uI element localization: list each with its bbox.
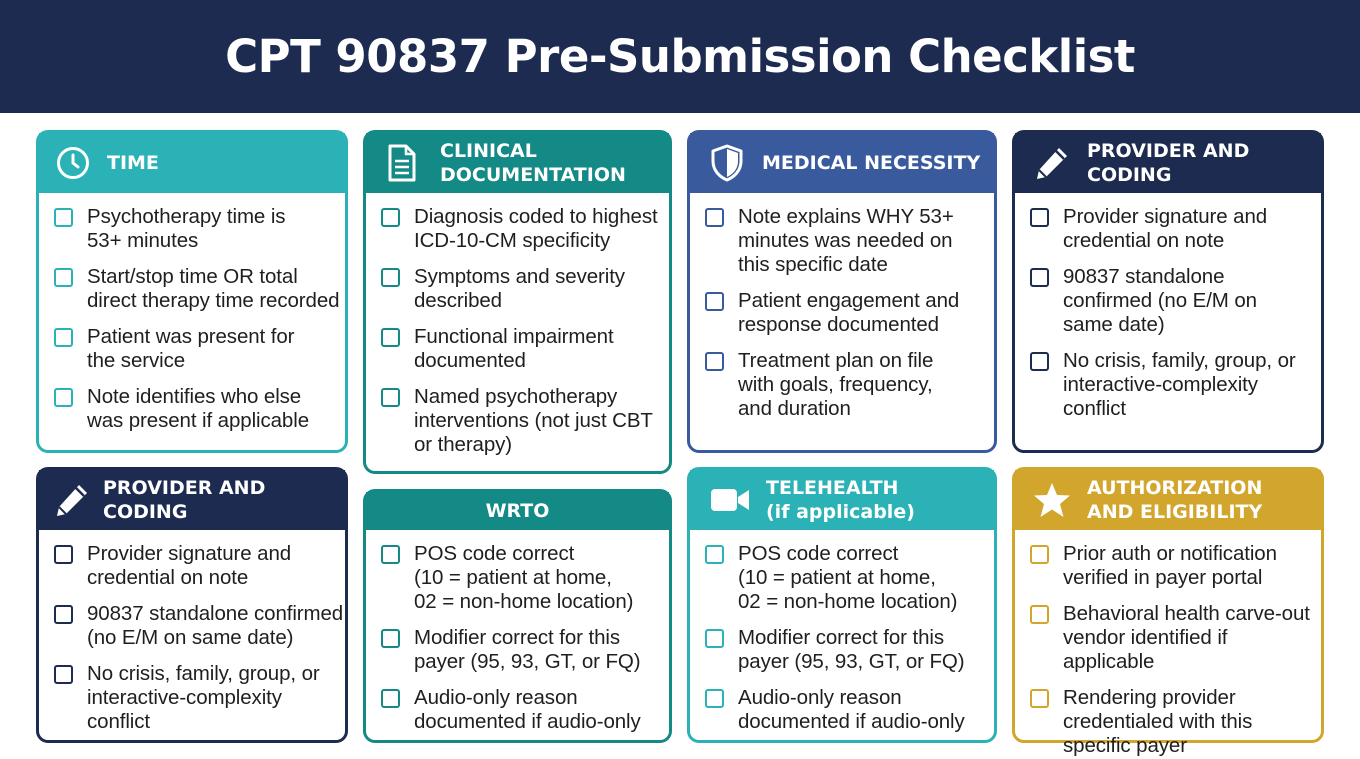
checklist-item[interactable] <box>1030 542 1321 590</box>
item-text: Note identifies who else was present if applicable <box>87 385 309 432</box>
item-text: Symptoms and severity described <box>414 265 625 312</box>
checkbox[interactable] <box>54 665 73 684</box>
checkbox[interactable] <box>381 208 400 227</box>
item-text: 90837 standalone confirmed (no E/M on same date) <box>1063 265 1257 336</box>
checkbox[interactable] <box>1030 605 1049 624</box>
card-header <box>690 470 994 530</box>
item-text: Psychotherapy time is 53+ minutes <box>87 205 286 252</box>
card-title: WRTO <box>485 500 550 522</box>
checklist-item[interactable] <box>1030 205 1321 253</box>
card-provider-and-coding-bottom <box>36 467 348 743</box>
checkbox[interactable] <box>381 689 400 708</box>
item-text: Modifier correct for this payer (95, 93, GT, or FQ) <box>738 626 965 673</box>
checklist-item[interactable] <box>54 542 345 590</box>
item-text: Patient engagement and response documented <box>738 289 960 336</box>
item-text: Treatment plan on file with goals, frequency, and duration <box>738 349 934 420</box>
checklist-item[interactable] <box>54 265 345 313</box>
card-medical-necessity <box>687 130 997 453</box>
card-wrto <box>363 489 672 743</box>
document-icon <box>386 144 418 182</box>
card-title: AUTHORIZATION AND ELIGIBILITY <box>1087 477 1263 523</box>
pencil-icon <box>53 481 91 519</box>
page-header <box>0 0 1360 113</box>
item-text: Modifier correct for this payer (95, 93, GT, or FQ) <box>414 626 641 673</box>
card-clinical-documentation <box>363 130 672 474</box>
checkbox[interactable] <box>54 268 73 287</box>
checkbox[interactable] <box>381 388 400 407</box>
card-time <box>36 130 348 453</box>
checklist-item[interactable] <box>705 289 994 337</box>
checkbox[interactable] <box>1030 545 1049 564</box>
checklist-item[interactable] <box>1030 349 1321 421</box>
checklist-item[interactable] <box>1030 265 1321 337</box>
card-header <box>690 133 994 193</box>
checkbox[interactable] <box>1030 208 1049 227</box>
item-text: POS code correct (10 = patient at home, 02 = non-home location) <box>414 542 634 613</box>
item-text: Functional impairment documented <box>414 325 614 372</box>
item-text: No crisis, family, group, or interactive-complexity conflict <box>87 662 320 733</box>
checkbox[interactable] <box>54 328 73 347</box>
checklist-item[interactable] <box>381 205 669 253</box>
checkbox[interactable] <box>1030 689 1049 708</box>
card-header <box>366 133 669 193</box>
card-title: PROVIDER AND CODING <box>103 477 266 523</box>
card-authorization-and-eligibility <box>1012 467 1324 757</box>
item-text: Audio-only reason documented if audio-only <box>738 686 965 733</box>
card-header <box>39 133 345 193</box>
page-title: CPT 90837 Pre-Submission Checklist <box>225 30 1135 83</box>
card-header <box>366 492 669 530</box>
checklist-item[interactable] <box>54 602 345 650</box>
checkbox[interactable] <box>1030 268 1049 287</box>
card-title: PROVIDER AND CODING <box>1087 140 1250 186</box>
item-text: Prior auth or notification verified in payer portal <box>1063 542 1277 589</box>
checkbox[interactable] <box>381 545 400 564</box>
card-title: TELEHEALTH (if applicable) <box>766 477 915 523</box>
item-text: Provider signature and credential on note <box>87 542 292 589</box>
checklist-item[interactable] <box>705 349 994 421</box>
item-text: Rendering provider credentialed with this specific payer <box>1063 686 1253 757</box>
video-camera-icon <box>710 486 750 514</box>
checkbox[interactable] <box>705 208 724 227</box>
item-text: Diagnosis coded to highest ICD-10-CM specificity <box>414 205 658 252</box>
pencil-icon <box>1033 144 1071 182</box>
card-telehealth <box>687 467 997 743</box>
checklist-item[interactable] <box>54 325 345 373</box>
checklist-item[interactable] <box>381 265 669 313</box>
checkbox[interactable] <box>1030 352 1049 371</box>
card-title: MEDICAL NECESSITY <box>762 152 981 174</box>
checkbox[interactable] <box>705 629 724 648</box>
checklist-item[interactable] <box>54 385 345 433</box>
checkbox[interactable] <box>705 689 724 708</box>
card-header <box>1015 133 1321 193</box>
checkbox[interactable] <box>381 328 400 347</box>
checkbox[interactable] <box>54 545 73 564</box>
card-header <box>39 470 345 530</box>
checkbox[interactable] <box>54 208 73 227</box>
checklist-item[interactable] <box>1030 686 1321 758</box>
checkbox[interactable] <box>54 388 73 407</box>
card-title: CLINICAL DOCUMENTATION <box>440 140 626 186</box>
checklist-item[interactable] <box>381 686 669 734</box>
checklist-item[interactable] <box>381 385 669 457</box>
clock-icon <box>55 146 91 180</box>
checkbox[interactable] <box>705 352 724 371</box>
item-text: Behavioral health carve-out vendor identified if applicable <box>1063 602 1310 673</box>
item-text: Patient was present for the service <box>87 325 295 372</box>
checklist-item[interactable] <box>381 542 669 614</box>
checklist-item[interactable] <box>705 205 994 277</box>
checklist-item[interactable] <box>54 205 345 253</box>
item-text: No crisis, family, group, or interactive-complexity conflict <box>1063 349 1296 420</box>
checklist-item[interactable] <box>1030 602 1321 674</box>
item-text: Audio-only reason documented if audio-only <box>414 686 641 733</box>
checklist-item[interactable] <box>54 662 345 734</box>
card-provider-and-coding-top <box>1012 130 1324 453</box>
item-text: POS code correct (10 = patient at home, 02 = non-home location) <box>738 542 958 613</box>
checklist-item[interactable] <box>381 626 669 674</box>
item-text: Named psychotherapy interventions (not just CBT or therapy) <box>414 385 653 456</box>
checklist-item[interactable] <box>381 325 669 373</box>
item-text: Start/stop time OR total direct therapy time recorded <box>87 265 340 312</box>
item-text: 90837 standalone confirmed (no E/M on same date) <box>87 602 344 649</box>
checkbox[interactable] <box>705 545 724 564</box>
checkbox[interactable] <box>54 605 73 624</box>
checkbox[interactable] <box>381 268 400 287</box>
star-icon <box>1033 482 1071 518</box>
checklist-item[interactable] <box>705 542 994 614</box>
checkbox[interactable] <box>705 292 724 311</box>
checklist-item[interactable] <box>705 686 994 734</box>
shield-icon <box>710 144 744 182</box>
card-header <box>1015 470 1321 530</box>
card-title: TIME <box>107 152 159 174</box>
item-text: Provider signature and credential on note <box>1063 205 1268 252</box>
checklist-item[interactable] <box>705 626 994 674</box>
item-text: Note explains WHY 53+ minutes was needed on this specific date <box>738 205 954 276</box>
checkbox[interactable] <box>381 629 400 648</box>
